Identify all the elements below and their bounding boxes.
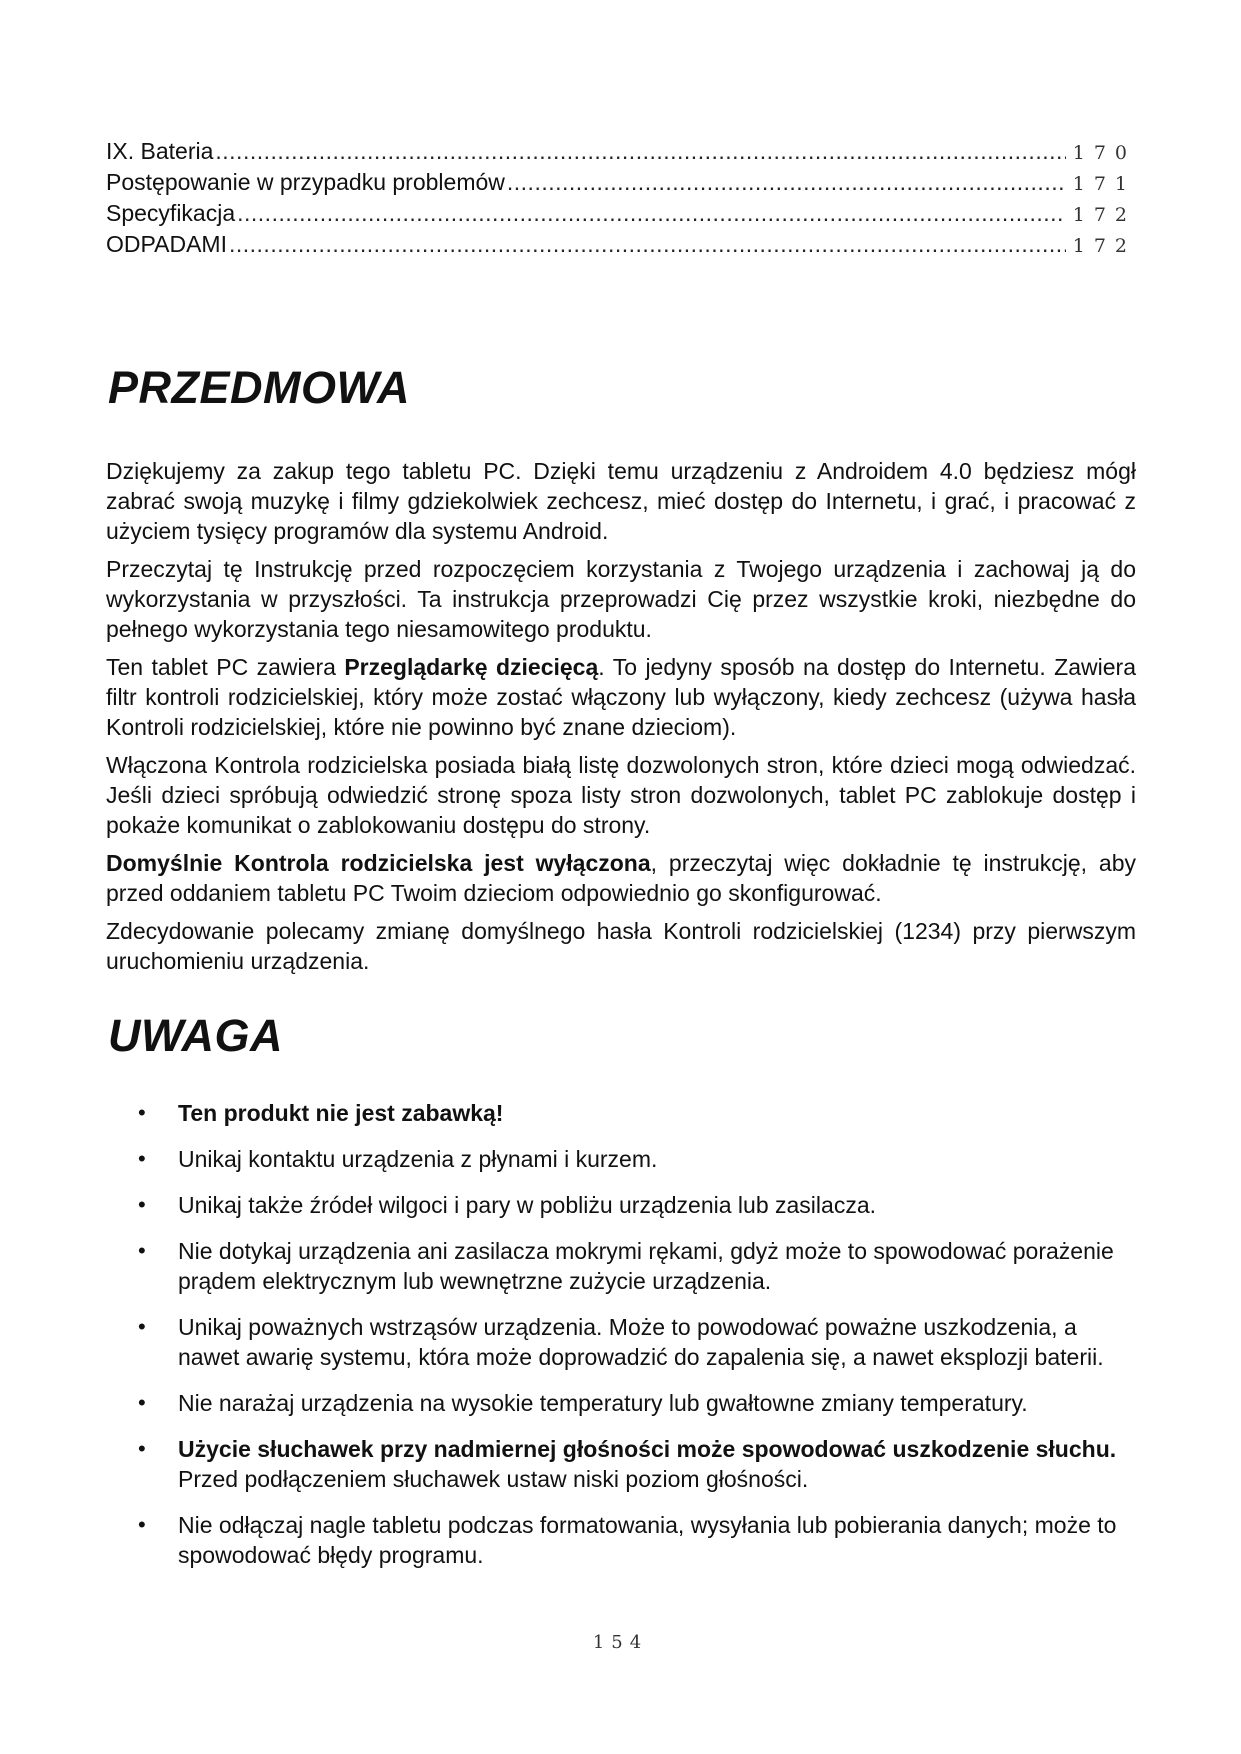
toc-leader-dots [229,229,1066,260]
section-heading-przedmowa: PRZEDMOWA [108,362,410,413]
section-heading-uwaga: UWAGA [108,1010,283,1061]
toc-entry[interactable] [106,198,1136,229]
paragraph-text: , przeczytaj więc dokładnie tę instrukcję, aby przed oddaniem tabletu PC Twoim dzieciom odpowiednio go skonfigurować. [106,850,1137,906]
bullet-icon: • [138,1436,146,1461]
table-of-contents [106,136,1136,260]
list-item-text: Unikaj poważnych wstrząsów urządzenia. Może to powodować poważne uszkodzenia, a nawet awarię systemu, która może doprowadzić do zapalenia się, a nawet eksplozji baterii. [178,1314,1104,1370]
toc-entry[interactable] [106,229,1136,260]
toc-leader-dots [507,167,1066,198]
bold-text: Użycie słuchawek przy nadmiernej głośności może spowodować uszkodzenie słuchu. [178,1436,1117,1462]
toc-leader-dots [237,198,1066,229]
list-item-text: Unikaj kontaktu urządzenia z płynami i kurzem. [178,1146,658,1172]
list-item-text: Nie dotykaj urządzenia ani zasilacza mokrymi rękami, gdyż może to spowodować porażenie prądem elektrycznym lub wewnętrzne zużycie urządzenia. [178,1238,1114,1294]
list-item [106,1098,1136,1128]
list-item [106,1510,1136,1570]
paragraph: Włączona Kontrola rodzicielska posiada białą listę dozwolonych stron, które dzieci mogą odwiedzać. Jeśli dzieci spróbują odwiedzić stronę spoza listy stron dozwolonych, tablet PC zablokuje dostęp i pokaże komunikat o zablokowaniu dostępu do strony. [106,752,1136,838]
list-item [106,1144,1136,1174]
list-item [106,1434,1136,1494]
bold-text: Przeglądarkę dziecięcą [344,654,599,680]
warnings-list [106,1098,1136,1586]
paragraph [106,652,1136,742]
przedmowa-body [106,456,1136,984]
bold-text: Domyślnie Kontrola rodzicielska jest wyłączona [106,850,651,876]
list-item-text: Nie odłączaj nagle tabletu podczas formatowania, wysyłania lub pobierania danych; może to spowodować błędy programu. [178,1512,1117,1568]
toc-entry[interactable] [106,136,1136,167]
bullet-icon: • [138,1390,146,1415]
toc-entry[interactable] [106,167,1136,198]
list-item [106,1312,1136,1372]
list-item [106,1388,1136,1418]
paragraph-text: . To jedyny sposób na dostęp do Internetu. Zawiera filtr kontroli rodzicielskiej, który może zostać włączony lub wyłączony, kiedy zechcesz (używa hasła Kontroli rodzicielskiej, które nie powinno być znane dzieciom). [106,654,1136,740]
bold-text: Ten produkt nie jest zabawką! [178,1100,504,1126]
page-number: 154 [592,1632,649,1653]
bullet-icon: • [138,1314,146,1339]
bullet-icon: • [138,1192,146,1217]
bullet-icon: • [138,1146,146,1171]
list-item-text: Unikaj także źródeł wilgoci i pary w pobliżu urządzenia lub zasilacza. [178,1192,876,1218]
toc-entry-page: 172 [1072,204,1136,226]
toc-entry-page: 170 [1072,142,1136,164]
paragraph-text: Ten tablet PC zawiera [106,654,345,680]
toc-entry-title: IX. Bateria [106,138,214,164]
paragraph: Zdecydowanie polecamy zmianę domyślnego hasła Kontroli rodzicielskiej (1234) przy pierwszym uruchomieniu urządzenia. [106,918,1136,974]
bullet-icon: • [138,1100,146,1125]
toc-entry-page: 172 [1072,235,1136,257]
paragraph: Przeczytaj tę Instrukcję przed rozpoczęciem korzystania z Twojego urządzenia i zachowaj ją do wykorzystania w przyszłości. Ta instrukcja przeprowadzi Cię przez wszystkie kroki, niezbędne do pełnego wykorzystania tego niesamowitego produktu. [106,556,1136,642]
list-item-text: Przed podłączeniem słuchawek ustaw niski poziom głośności. [178,1466,809,1492]
paragraph [106,848,1136,908]
toc-entry-title: Specyfikacja [106,200,236,226]
toc-leader-dots [215,136,1066,167]
list-item [106,1190,1136,1220]
bullet-icon: • [138,1512,146,1537]
toc-entry-title: Postępowanie w przypadku problemów [106,169,505,195]
paragraph: Dziękujemy za zakup tego tabletu PC. Dzięki temu urządzeniu z Androidem 4.0 będziesz mógł zabrać swoją muzykę i filmy gdziekolwiek zechcesz, mieć dostęp do Internetu, i grać, i pracować z użyciem tysięcy programów dla systemu Android. [106,458,1136,544]
toc-entry-title: ODPADAMI [106,231,227,257]
list-item-text: Nie narażaj urządzenia na wysokie temperatury lub gwałtowne zmiany temperatury. [178,1390,1028,1416]
toc-entry-page: 171 [1072,173,1136,195]
bullet-icon: • [138,1238,146,1263]
list-item [106,1236,1136,1296]
